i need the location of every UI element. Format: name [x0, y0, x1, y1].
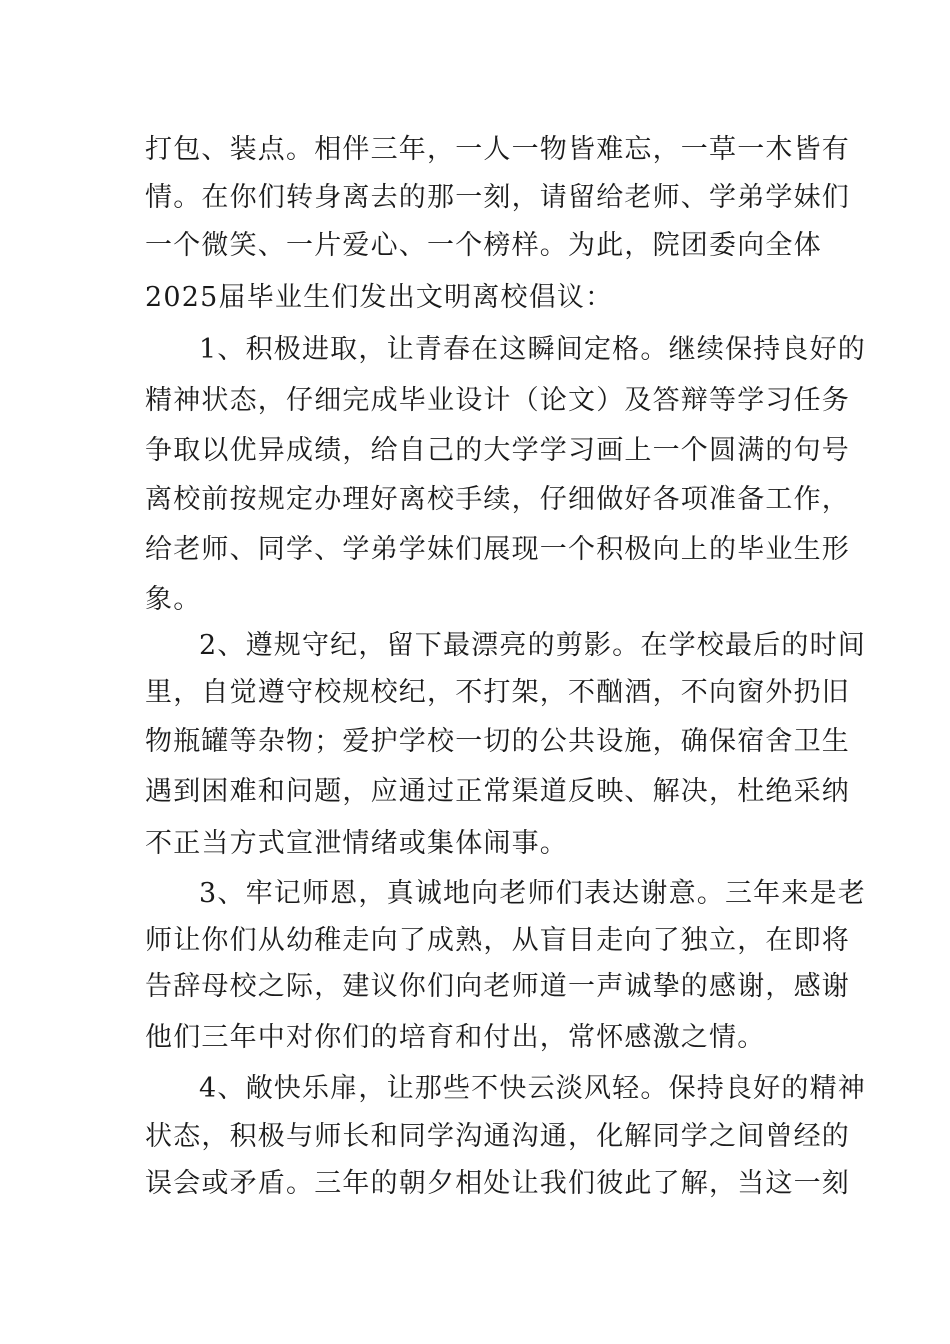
text-line: 不正当方式宣泄情绪或集体闹事。: [145, 828, 568, 859]
text-line: 给老师、同学、学弟学妹们展现一个积极向上的毕业生形: [145, 534, 850, 565]
text-line: 离校前按规定办理好离校手续，仔细做好各项准备工作，: [145, 484, 850, 515]
text-line: 误会或矛盾。三年的朝夕相处让我们彼此了解，当这一刻: [145, 1168, 850, 1199]
text-line: 物瓶罐等杂物；爱护学校一切的公共设施，确保宿舍卫生: [145, 726, 850, 757]
text-line: 争取以优异成绩，给自己的大学学习画上一个圆满的句号: [145, 435, 850, 466]
text-line: 精神状态，仔细完成毕业设计（论文）及答辩等学习任务: [145, 385, 850, 416]
text-line: 他们三年中对你们的培育和付出，常怀感激之情。: [145, 1022, 766, 1053]
text-line: 师让你们从幼稚走向了成熟，从盲目走向了独立，在即将: [145, 925, 850, 956]
paragraph-3-start: 3、牢记师恩，真诚地向老师们表达谢意。三年来是老: [199, 878, 866, 909]
text-line: 一个微笑、一片爱心、一个榜样。为此，院团委向全体: [145, 230, 822, 261]
text-line: 2025届毕业生们发出文明离校倡议：: [145, 282, 614, 313]
text-line: 打包、装点。相伴三年，一人一物皆难忘，一草一木皆有: [145, 134, 850, 165]
paragraph-1-start: 1、积极进取，让青春在这瞬间定格。继续保持良好的: [199, 334, 866, 365]
text-line: 情。在你们转身离去的那一刻，请留给老师、学弟学妹们: [145, 182, 850, 213]
text-line: 告辞母校之际，建议你们向老师道一声诚挚的感谢，感谢: [145, 971, 850, 1002]
text-line: 象。: [145, 584, 202, 615]
paragraph-2-start: 2、遵规守纪，留下最漂亮的剪影。在学校最后的时间: [199, 630, 866, 661]
paragraph-4-start: 4、敞快乐扉，让那些不快云淡风轻。保持良好的精神: [199, 1073, 866, 1104]
text-line: 状态，积极与师长和同学沟通沟通，化解同学之间曾经的: [145, 1121, 850, 1152]
text-line: 遇到困难和问题，应通过正常渠道反映、解决，杜绝采纳: [145, 776, 850, 807]
text-line: 里，自觉遵守校规校纪，不打架，不酗酒，不向窗外扔旧: [145, 677, 850, 708]
